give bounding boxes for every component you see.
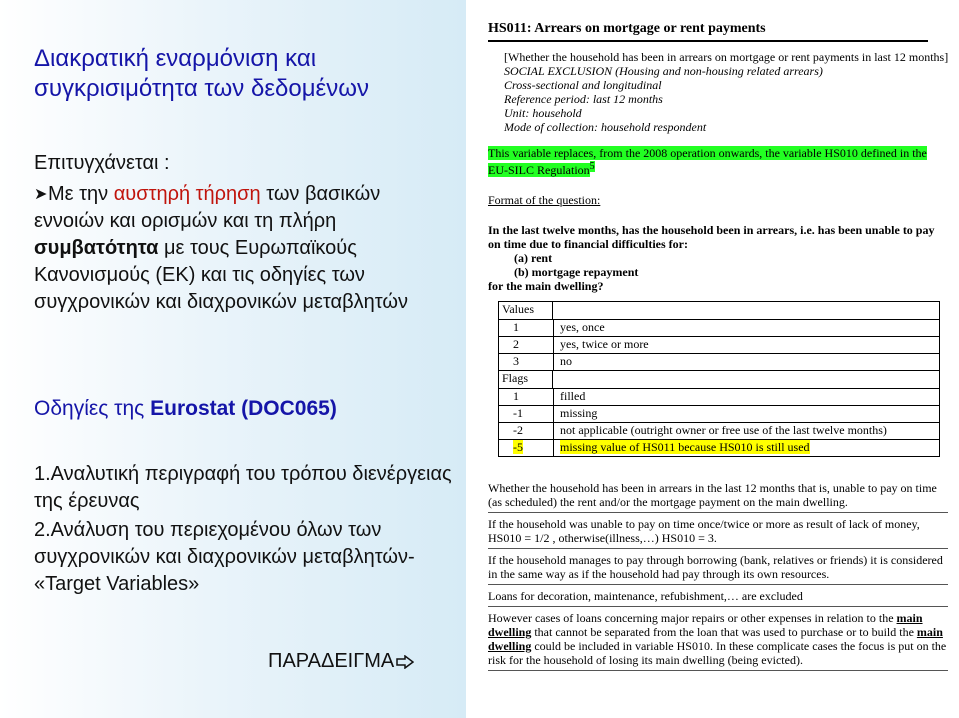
eurostat-guidelines: Οδηγίες της Eurostat (DOC065) [34, 397, 337, 420]
option-rent: (a) rent [514, 251, 553, 265]
table-row: -1 missing [499, 406, 939, 423]
option-mortgage: (b) mortgage repayment [514, 265, 639, 279]
paragraph: If the household manages to pay through borrowing (bank, relatives or friends) it is considered in the same way as if the household had pay through its own resources. [488, 553, 948, 585]
meta-unit: Unit: household [504, 106, 582, 120]
question-end: for the main dwelling? [488, 279, 604, 293]
table-row: 1 filled [499, 389, 939, 406]
meta-type: Cross-sectional and longitudinal [504, 78, 662, 92]
table-row: 3 no [499, 354, 939, 371]
paragraph: Loans for decoration, maintenance, refubishment,… are excluded [488, 589, 948, 607]
bullet-point: ➤Με την αυστηρή τήρηση των βασικών εννοιών και ορισμών και τη πλήρη συμβατότητα με τους Ευρωπαϊκούς Κανονισμούς (ΕΚ) και τις οδηγίες των συγχρονικών και διαχρονικών μεταβλητών [34, 183, 408, 313]
guideline-item-2: 2.Ανάλυση του περιεχομένου όλων των συγχρονικών και διαχρονικών μεταβλητών- «Target Variables» [34, 519, 415, 595]
compatibility-text: συμβατότητα [34, 237, 159, 259]
arrow-right-icon [396, 655, 414, 669]
explanatory-text [488, 481, 948, 671]
format-label: Format of the question: [488, 193, 601, 207]
question-text: In the last twelve months, has the household been in arrears, i.e. has been unable to pay on time due to financial difficulties for: [488, 223, 935, 251]
replacement-note: This variable replaces, from the 2008 operation onwards, the variable HS010 defined in the EU-SILC Regulation$^5$ [488, 146, 927, 177]
variable-metadata [504, 50, 950, 134]
arrow-bullet-icon: ➤ [34, 186, 48, 203]
paragraph: Whether the household has been in arrears in the last 12 months that is, unable to pay on time (as scheduled) the rent and/or the mortgage payment on the main dwelling. [488, 481, 948, 513]
achieved-label: Επιτυγχάνεται : [34, 152, 170, 174]
strict-adherence-text: αυστηρή τήρηση [113, 183, 261, 205]
values-table [498, 301, 940, 457]
flags-header: Flags [499, 371, 553, 388]
guideline-items [34, 461, 459, 600]
guideline-item-1: 1.Αναλυτική περιγραφή του τρόπου διενέργειας της έρευνας [34, 463, 452, 512]
table-row: -2 not applicable (outright owner or free use of the last twelve months) [499, 423, 939, 440]
meta-reference-period: Reference period: last 12 months [504, 92, 663, 106]
meta-area: SOCIAL EXCLUSION (Housing and non-housing related arrears) [504, 64, 823, 78]
footnote-mark: 5 [589, 161, 595, 172]
example-link[interactable]: ΠΑΡΑΔΕΙΓΜΑ [268, 650, 414, 673]
meta-description: [Whether the household has been in arrears on mortgage or rent payments in last 12 months] [504, 50, 949, 64]
paragraph: However cases of loans concerning major repairs or other expenses in relation to the main dwelling that cannot be separated from the loan that was used to purchase or to build the main dwelling could be included in variable HS010. In these complicate cases the focus is put on the risk for the household of losing its main dwelling (being evicted). [488, 611, 948, 671]
table-row: 2 yes, twice or more [499, 337, 939, 354]
meta-mode: Mode of collection: household respondent [504, 120, 707, 134]
variable-title: HS011: Arrears on mortgage or rent payments [488, 20, 928, 42]
document-excerpt [466, 0, 959, 718]
question-block [488, 223, 944, 293]
paragraph: If the household was unable to pay on time once/twice or more as result of lack of money, HS010 = 1/2 , otherwise(illness,…) HS010 = 3. [488, 517, 948, 549]
slide-left-panel [0, 0, 466, 718]
table-row: -5 missing value of HS011 because HS010 is still used [499, 440, 939, 457]
table-row: 1 yes, once [499, 320, 939, 337]
values-header: Values [499, 302, 553, 319]
slide-title: Διακρατική εναρμόνιση και συγκρισιμότητα των δεδομένων [34, 45, 369, 102]
